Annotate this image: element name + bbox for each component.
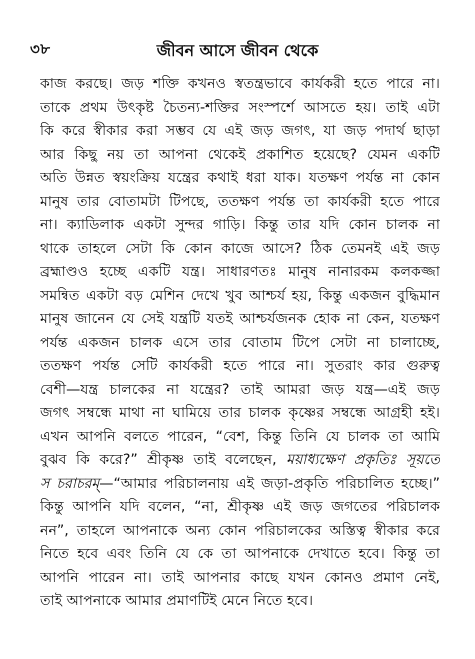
text-line-last: তাই আপনাকে আমার প্রমাণটিই মেনে নিতে হবে। [40,593,314,609]
text-line: আর কিছু নয় তা আপনা থেকেই প্রকাশিত হয়েছে? যেমন একটি [40,146,440,163]
text-line: ব্রহ্মাণ্ডও হচ্ছে একটি যন্ত্র। সাধারণতঃ মানুষ নানারকম কলকজ্জা [40,264,440,280]
text-line: পর্যন্ত একজন চালক এসে তার বোতাম টিপে সেটা না চালাচ্ছে, [40,334,440,351]
sanskrit-verse-fragment: স চরাচরম্ [40,475,100,492]
page-header [0,38,475,60]
text-line: জগৎ সম্বন্ধে মাথা না ঘামিয়ে তার চালক কৃষ্ণের সম্বন্ধে আগ্রহী হই। [40,405,440,421]
text-line: নিতে হবে এবং তিনি যে কে তা আপনাকে দেখাতে হবে। কিন্তু তা [40,546,440,562]
running-title: জীবন আসে জীবন থেকে [156,41,319,60]
text-line: কিন্তু আপনি যদি বলেন, “না, শ্রীকৃষ্ণ এই জড় জগতের পরিচালক [40,499,440,515]
text-line: তাকে প্রথম উৎকৃষ্ট চৈতন্য-শক্তির সংস্পর্শে আসতে হয়। তাই এটা [40,99,440,116]
sanskrit-verse-fragment: ময়াধ্যক্ষেণ প্রকৃতিঃ সূয়তে [286,452,440,468]
text-line: বেশী—যন্ত্র চালকের না যন্ত্রের? তাই আমরা জড় যন্ত্র—এই জড় [40,381,440,398]
text-line: কি করে স্বীকার করা সম্ভব যে এই জড় জগৎ, যা জড় পদার্থ ছাড়া [40,123,440,139]
text-line: মানুষ তার বোতামটা টিপছে, ততক্ষণ পর্যন্ত তা কার্যকরী হতে পারে [40,193,440,210]
text-line: নন”, তাহলে আপনাকে অন্য কোন পরিচালকের অস্তিত্ব স্বীকার করে [40,522,440,539]
text-line: ততক্ষণ পর্যন্ত সেটি কার্যকরী হতে পারে না। সুতরাং কার গুরুত্ব [40,358,440,374]
text-line: এখন আপনি বলতে পারেন, “বেশ, কিন্তু তিনি যে চালক তা আমি [40,428,440,445]
text-line-verse-end [40,473,440,497]
text-line: অতি উন্নত স্বয়ংক্রিয় যন্ত্রের কথাই ধরা যাক। যতক্ষণ পর্যন্ত না কোন [40,170,440,186]
text-line: আপনি পারেন না। তাই আপনার কাছে যখন কোনও প্রমাণ নেই, [40,569,440,586]
text-line: সমন্বিত একটা বড় মেশিন দেখে খুব আশ্চর্য হয়, কিন্তু একজন বুদ্ধিমান [40,287,440,304]
text-line: মানুষ জানেন যে সেই যন্ত্রটি যতই আশ্চর্যজনক হোক না কেন, যতক্ষণ [40,311,440,327]
text-line-part: বুঝব কি করে?” শ্রীকৃষ্ণ তাই বলেছেন, [40,452,287,468]
page-number: ৩৮ [30,40,51,58]
text-line-part: —“আমার পরিচালনায় এই জড়া-প্রকৃতি পরিচালিত হচ্ছে।” [99,475,440,492]
text-line-verse-start [40,449,440,473]
text-line: থাকে তাহলে সেটা কি কোন কাজে আসে? ঠিক তেমনই এই জড় [40,240,440,257]
text-line: কাজ করছে। জড় শক্তি কখনও স্বতন্ত্রভাবে কার্যকরী হতে পারে না। [40,76,440,92]
text-line: না। ক্যাডিলাক একটা সুন্দর গাড়ি। কিন্তু তার যদি কোন চালক না [40,217,440,233]
body-text [40,73,440,614]
